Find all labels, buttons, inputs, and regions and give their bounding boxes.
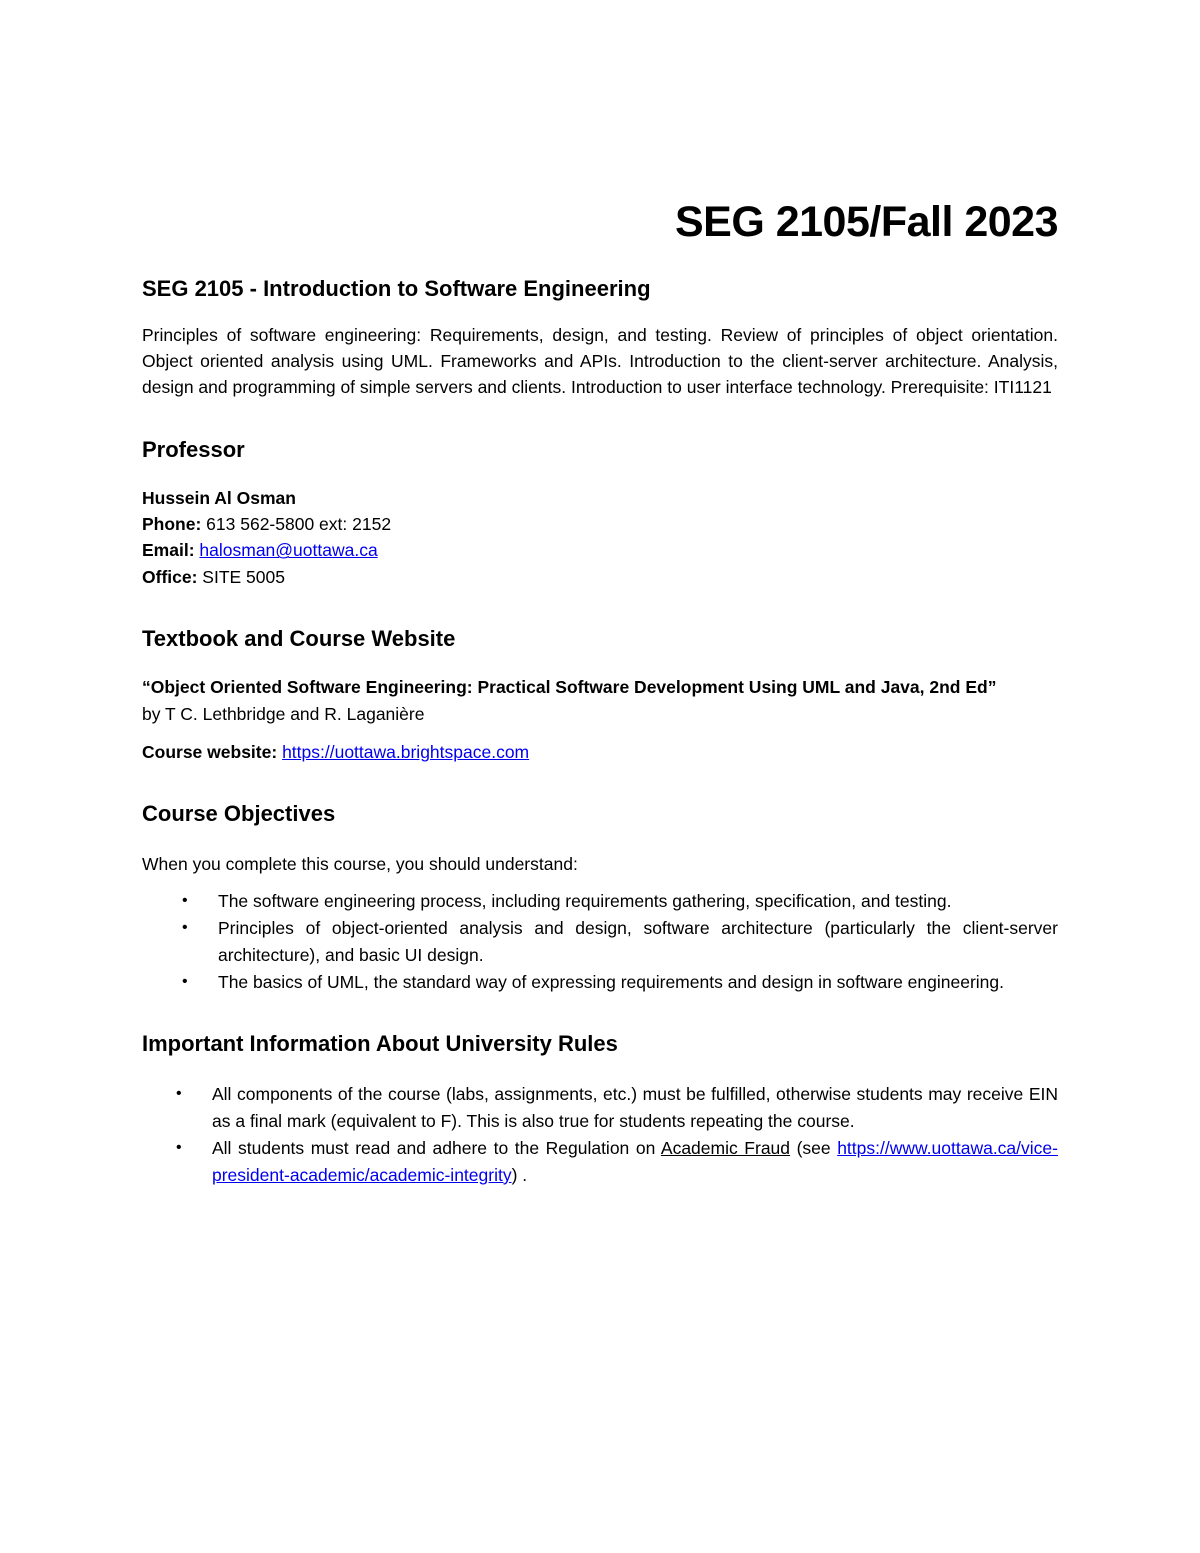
list-item: • The basics of UML, the standard way of expressing requirements and design in software engineering.	[142, 969, 1058, 995]
book-authors: by T C. Lethbridge and R. Laganière	[142, 703, 425, 724]
bullet-icon: •	[176, 1139, 182, 1157]
academic-fraud-link[interactable]: Academic Fraud	[660, 1138, 791, 1159]
phone-value: 613 562-5800 ext: 2152	[201, 514, 392, 535]
professor-phone	[142, 511, 1058, 537]
professor-name: Hussein Al Osman	[142, 487, 296, 508]
office-label: Office:	[142, 566, 198, 587]
bullet-icon: •	[176, 1085, 182, 1103]
professor-info	[142, 485, 1058, 591]
course-website	[142, 739, 1058, 765]
list-item: • The software engineering process, including requirements gathering, specification, and testing.	[142, 888, 1058, 914]
rules-list	[142, 1081, 1058, 1188]
website-link[interactable]: https://uottawa.brightspace.com	[282, 742, 530, 763]
course-heading: SEG 2105 - Introduction to Software Engineering	[142, 276, 651, 301]
professor-heading: Professor	[142, 436, 245, 462]
email-label: Email:	[142, 540, 195, 561]
list-item: • Principles of object-oriented analysis and design, software architecture (particularly the client-server architecture), and basic UI design.	[142, 915, 1058, 968]
phone-label: Phone:	[142, 514, 202, 535]
list-item: • All components of the course (labs, assignments, etc.) must be fulfilled, otherwise students may receive EIN as a final mark (equivalent to F). This is also true for students repeating the course.	[142, 1081, 1058, 1135]
office-value: SITE 5005	[197, 566, 285, 587]
objectives-intro: When you complete this course, you should understand:	[142, 854, 578, 875]
textbook-reference	[142, 674, 1058, 727]
email-link[interactable]: halosman@uottawa.ca	[199, 540, 378, 561]
objectives-list	[142, 888, 1058, 996]
bullet-icon: •	[182, 973, 188, 991]
academic-integrity-link[interactable]: https://www.uottawa.ca/vice-president-academic/academic-integrity	[212, 1138, 1058, 1185]
book-title: “Object Oriented Software Engineering: Practical Software Development Using UML and Java, 2nd Ed”	[142, 677, 997, 698]
bullet-icon: •	[182, 891, 188, 909]
professor-email	[142, 537, 1058, 563]
website-label: Course website:	[142, 742, 278, 763]
course-description: Principles of software engineering: Requirements, design, and testing. Review of principles of object orientation. Object oriented analysis using UML. Frameworks and APIs. Introduction to the client-server architecture. Analysis, design and programming of simple servers and clients. Introduction to user interface technology. Prerequisite: ITI1121	[142, 325, 1058, 398]
rules-heading: Important Information About University Rules	[142, 1031, 618, 1057]
bullet-icon: •	[182, 919, 188, 937]
textbook-heading: Textbook and Course Website	[142, 626, 456, 652]
list-item: • All students must read and adhere to the Regulation on Academic Fraud (see https://www.uottawa.ca/vice-president-academic/academic-integrity) .	[142, 1135, 1058, 1189]
objectives-heading: Course Objectives	[142, 801, 336, 827]
document-title: SEG 2105/Fall 2023	[674, 198, 1058, 246]
professor-office	[142, 564, 1058, 590]
